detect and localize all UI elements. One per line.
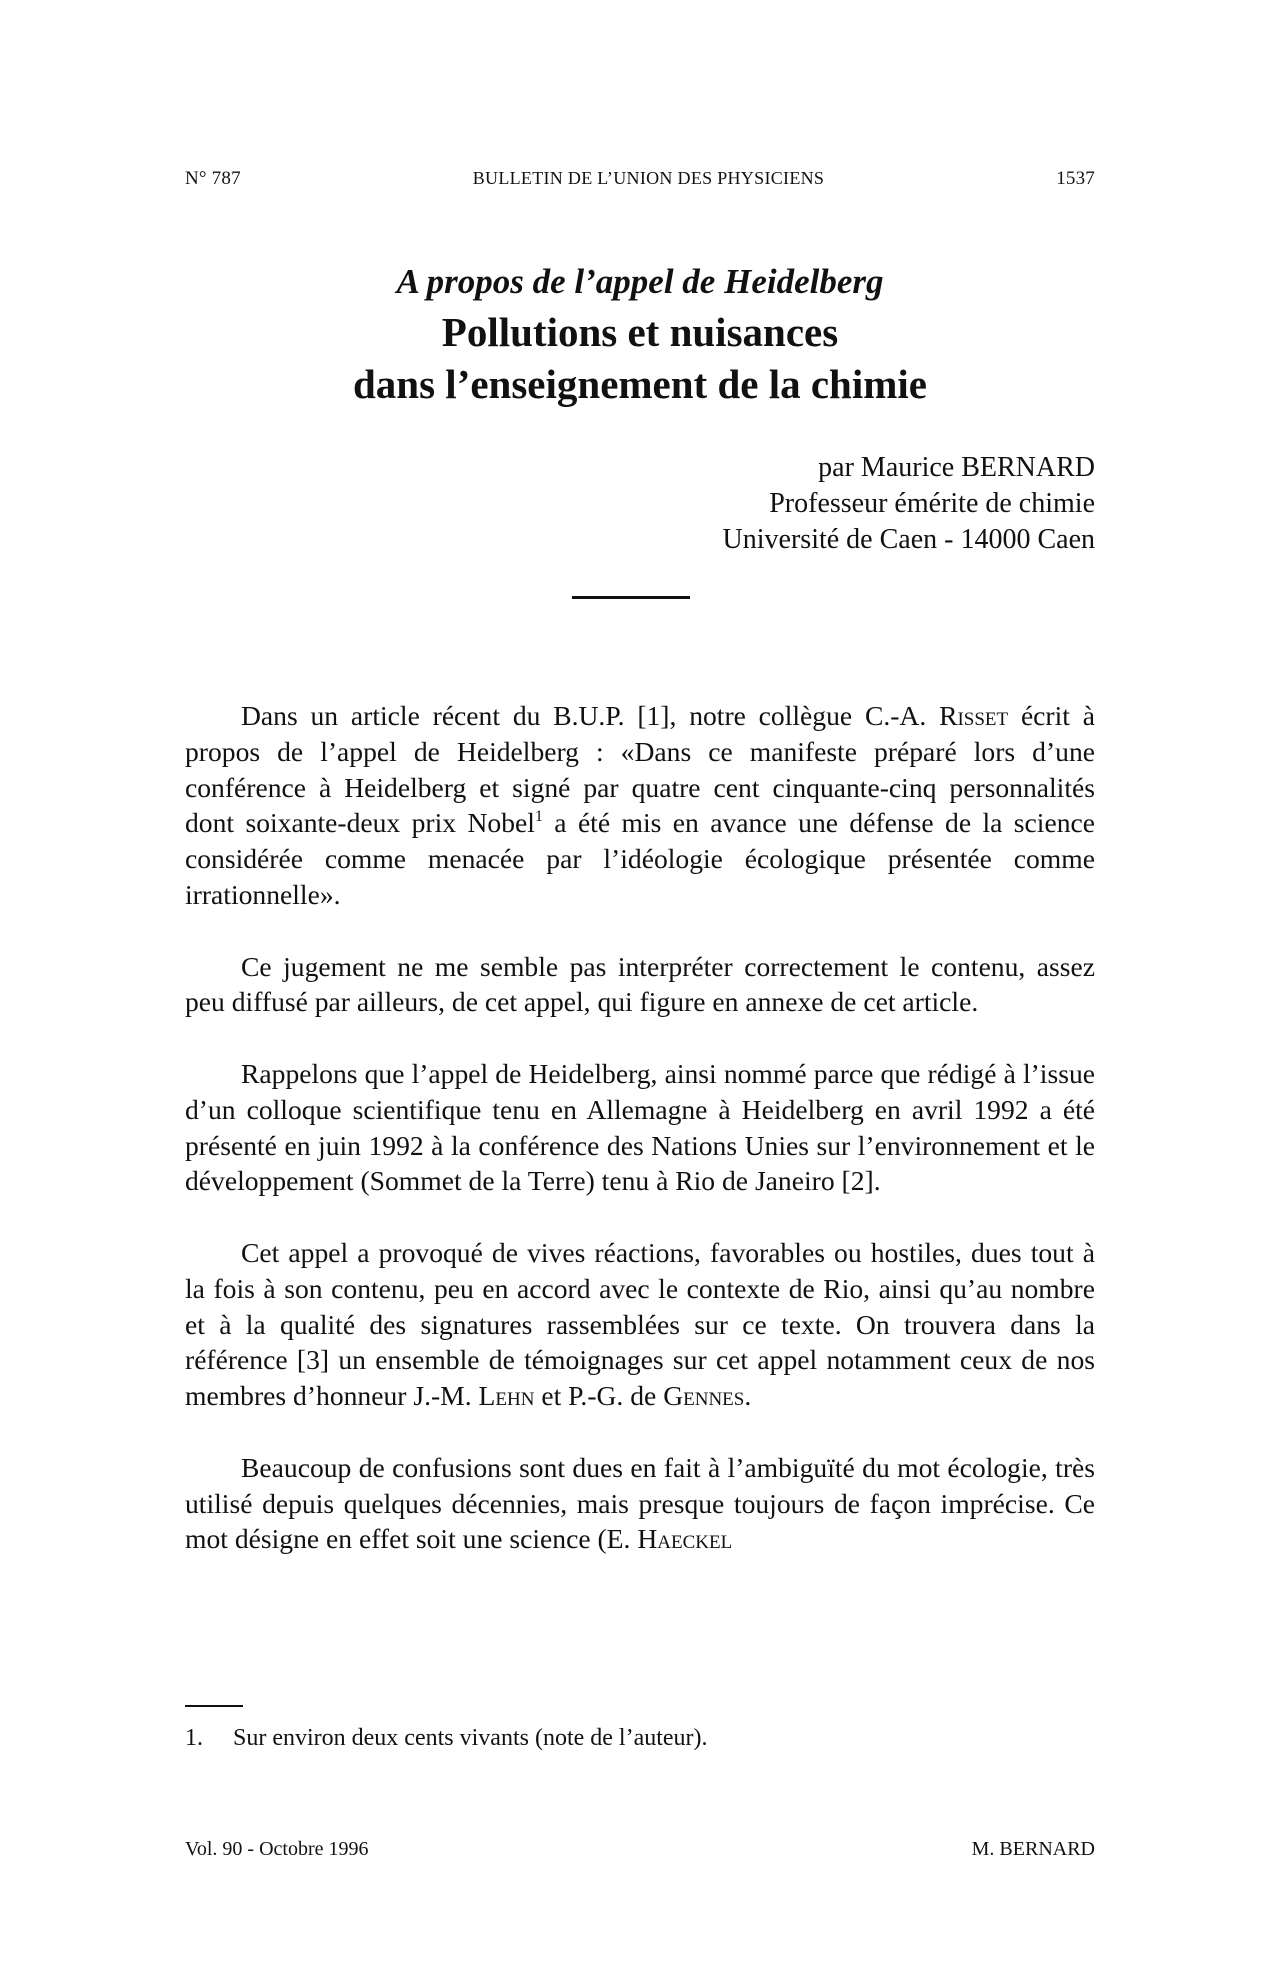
page-number: 1537 [1056, 168, 1095, 189]
issue-number: N° 787 [185, 168, 241, 189]
person-name: Haeckel [637, 1523, 733, 1555]
footnote-number: 1. [185, 1725, 203, 1751]
journal-name: BULLETIN DE L’UNION DES PHYSICIENS [472, 168, 825, 188]
person-name: Lehn [478, 1380, 535, 1412]
paragraph-4: Cet appel a provoqué de vives réactions, favorables ou hostiles, dues tout à la fois à son contenu, peu en accord avec le contexte de Rio, ainsi qu’au nombre et à la qualité des signatures rassemblées sur ce texte. On trouvera dans la référence [3] un ensemble de témoignages sur cet appel notamment ceux de nos membres d’honneur J.-M. Lehn et P.-G. de Gennes. [185, 1236, 1095, 1412]
paragraph-3: Rappelons que l’appel de Heidelberg, ainsi nommé parce que rédigé à l’issue d’un colloque scientifique tenu en Allemagne à Heidelberg en avril 1992 a été présenté en juin 1992 à la conférence des Nations Unies sur l’environnement et le développement (Sommet de la Terre) tenu à Rio de Janeiro [2]. [185, 1057, 1095, 1197]
paragraph-1: Dans un article récent du B.U.P. [1], notre collègue C.-A. Risset écrit à propos de l’appel de Heidelberg : «Dans ce manifeste préparé lors d’une conférence à Heidelberg et signé par quatre cent cinquante-cinq personnalités dont soixante-deux prix Nobel$^1$ a été mis en avance une défense de la science considérée comme menacée par l’idéologie écologique présentée comme irrationnelle». [185, 700, 1095, 910]
author-name: par Maurice BERNARD [818, 452, 1095, 483]
volume-info: Vol. 90 - Octobre 1996 [185, 1838, 369, 1860]
paragraph-2: Ce jugement ne me semble pas interpréter correctement le contenu, assez peu diffusé par ailleurs, de cet appel, qui figure en annexe de cet article. [185, 950, 1095, 1018]
byline [723, 450, 1095, 558]
author-position: Professeur émérite de chimie [769, 488, 1095, 519]
article-titles [185, 258, 1095, 410]
footnote-rule [185, 1705, 243, 1707]
person-name: Risset [939, 700, 1009, 731]
footer-author: M. BERNARD [971, 1838, 1095, 1860]
article-title-line-1: Pollutions et nuisances [441, 309, 839, 355]
running-header [185, 168, 1095, 190]
footnote-reference: 1 [534, 808, 543, 826]
paragraph-5: Beaucoup de confusions sont dues en fait à l’ambiguïté du mot écologie, très utilisé depuis quelques décennies, mais presque toujours de façon imprécise. Ce mot désigne en effet soit une science (E. Haeckel [185, 1451, 1095, 1555]
person-name: Gennes [663, 1380, 745, 1412]
author-affiliation: Université de Caen - 14000 Caen [722, 524, 1095, 555]
running-footer [185, 1838, 1095, 1861]
article-body [185, 698, 1095, 1593]
title-separator-rule [572, 596, 690, 599]
footnote [185, 1722, 1095, 1754]
footnote-text: Sur environ deux cents vivants (note de l’auteur). [233, 1725, 708, 1751]
article-title-line-2: dans l’enseignement de la chimie [353, 361, 927, 407]
article-kicker: A propos de l’appel de Heidelberg [396, 262, 884, 301]
